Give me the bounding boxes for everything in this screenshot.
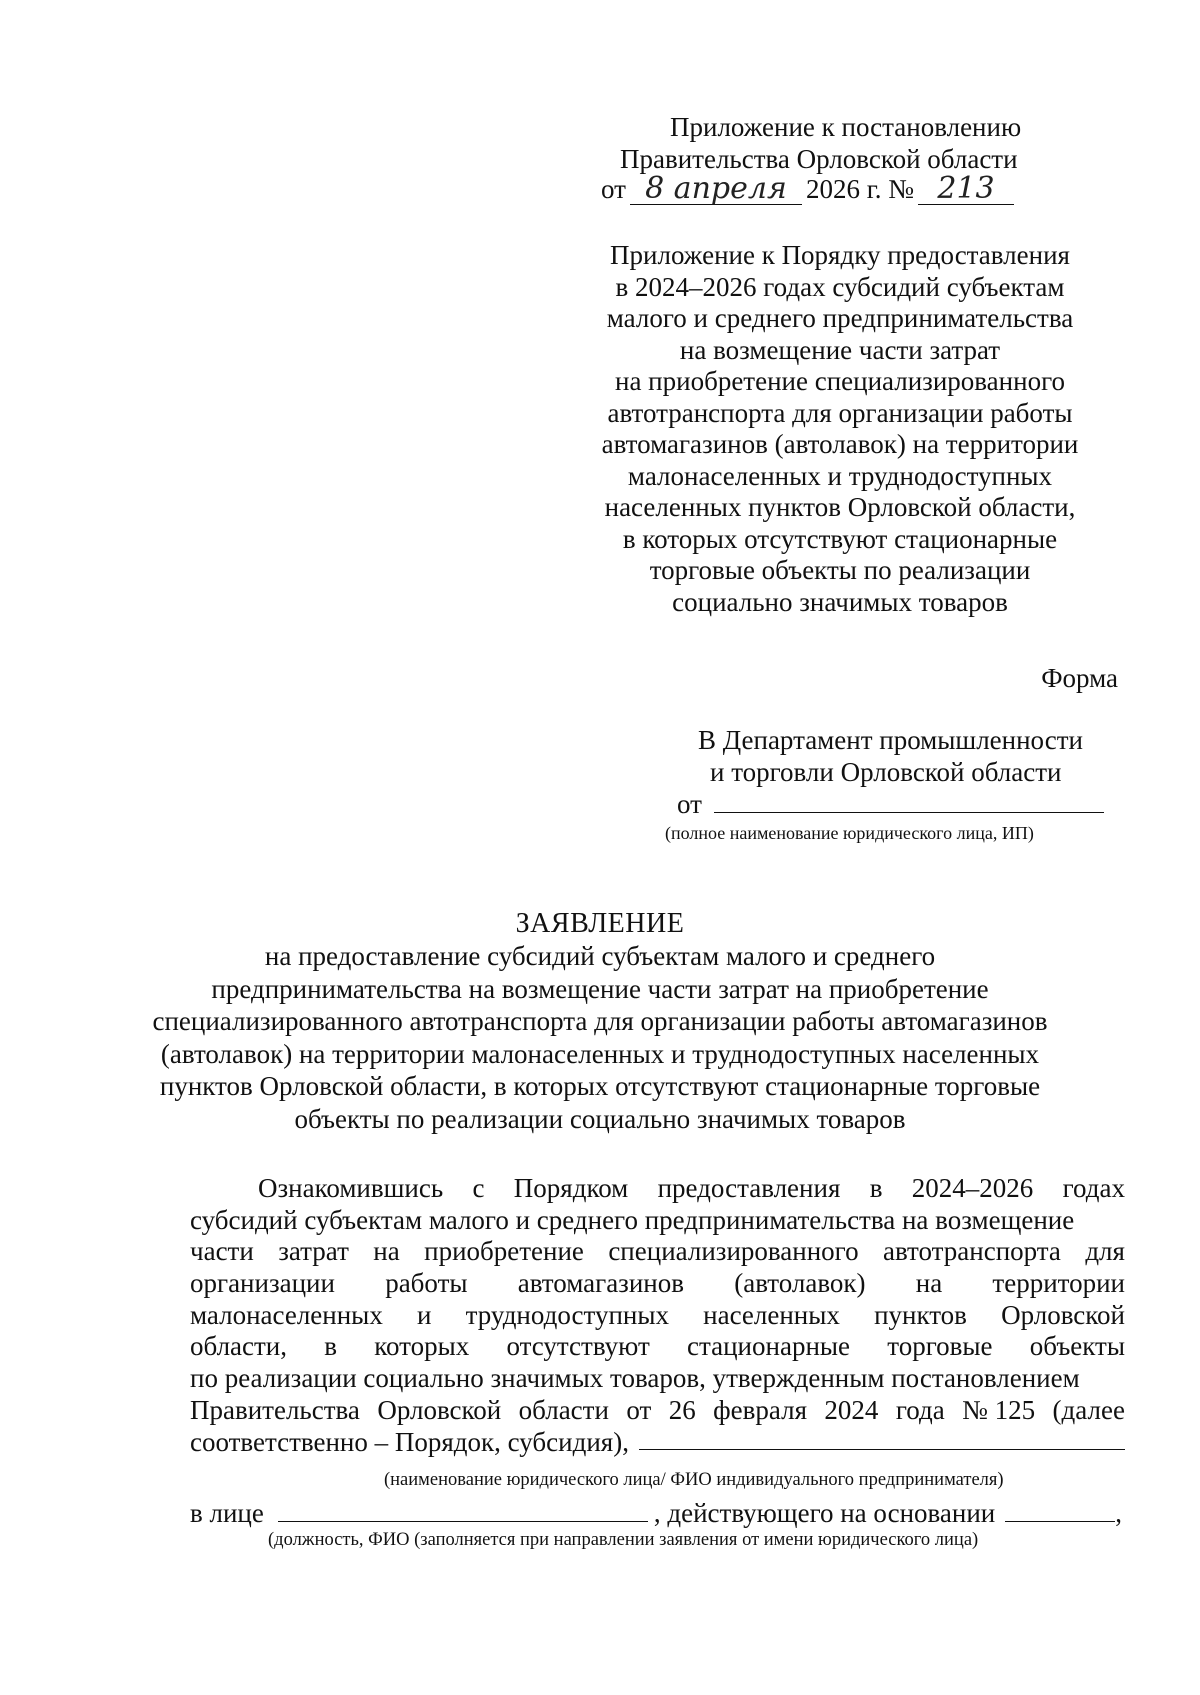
body-word: торговые bbox=[887, 1331, 993, 1362]
body-word: автотранспорта bbox=[883, 1236, 1061, 1267]
from-blank-line[interactable] bbox=[714, 790, 1104, 813]
body-word: области, bbox=[190, 1331, 288, 1362]
in-person-label: в лице bbox=[190, 1498, 264, 1528]
from-caption: (полное наименование юридического лица, ИП) bbox=[665, 823, 1034, 843]
body-word: в bbox=[324, 1331, 338, 1362]
body-word: (автолавок) bbox=[734, 1268, 866, 1299]
representative-blank-line[interactable] bbox=[278, 1499, 648, 1522]
body-word: по реализации социально значимых товаров, утвержденным постановлением bbox=[190, 1363, 1080, 1394]
body-paragraph bbox=[190, 1173, 1125, 1458]
body-word: части bbox=[190, 1236, 254, 1267]
title-line: пунктов Орловской области, в которых отсутствуют стационарные торговые bbox=[159, 1071, 1041, 1101]
title-subtitle bbox=[0, 940, 1200, 1135]
body-word: организации bbox=[190, 1268, 335, 1299]
resolution-date-line bbox=[601, 171, 1014, 206]
body-word: с bbox=[472, 1173, 485, 1203]
body-word: населенных bbox=[703, 1299, 840, 1330]
body-line bbox=[190, 1236, 1125, 1268]
body-line bbox=[190, 1395, 1125, 1427]
body-word: Правительства bbox=[190, 1394, 360, 1425]
header-line-2: Правительства Орловской области bbox=[620, 144, 1018, 174]
order-appendix-line: на возмещение части затрат bbox=[679, 334, 1001, 365]
body-line bbox=[190, 1268, 1125, 1300]
body-line bbox=[190, 1331, 1125, 1363]
body-word: специализированного bbox=[608, 1236, 859, 1267]
order-appendix-line: автомагазинов (автолавок) на территории bbox=[601, 429, 1079, 459]
body-last-row bbox=[190, 1427, 1125, 1459]
title-line: на предоставление субсидий субъектам малого и среднего bbox=[264, 941, 936, 971]
date-prefix: от bbox=[601, 174, 626, 204]
body-word: на bbox=[915, 1268, 943, 1299]
position-caption: (должность, ФИО (заполняется при направлении заявления от имени юридического лица) bbox=[268, 1530, 979, 1550]
body-word: (далее bbox=[1052, 1394, 1125, 1425]
body-word: Орловской bbox=[377, 1394, 502, 1425]
body-word: от bbox=[626, 1394, 652, 1425]
representative-line bbox=[190, 1498, 1125, 1529]
order-appendix-line: социально значимых товаров bbox=[672, 586, 1008, 617]
body-last-text: соответственно – Порядок, субсидия), bbox=[190, 1426, 629, 1457]
body-word: Орловской bbox=[1001, 1299, 1125, 1330]
body-line bbox=[190, 1300, 1125, 1332]
from-field bbox=[677, 789, 1104, 820]
from-label: от bbox=[677, 789, 702, 819]
order-appendix-line: малонаселенных и труднодоступных bbox=[627, 460, 1053, 491]
order-appendix-line: торговые объекты по реализации bbox=[649, 555, 1031, 585]
body-word: области bbox=[518, 1394, 609, 1425]
addressee-line-1: В Департамент промышленности bbox=[698, 725, 1083, 755]
body-word: которых bbox=[374, 1331, 470, 1362]
order-appendix-line: в 2024–2026 годах субсидий субъектам bbox=[615, 271, 1065, 302]
body-word: в bbox=[869, 1173, 883, 1203]
acting-label: , действующего на основании bbox=[653, 1498, 996, 1528]
addressee-line-2: и торговли Орловской области bbox=[710, 757, 1062, 787]
order-appendix-line: в которых отсутствуют стационарные bbox=[622, 523, 1058, 554]
body-line bbox=[190, 1363, 1125, 1395]
body-word: Ознакомившись bbox=[258, 1173, 444, 1203]
order-appendix-line: автотранспорта для организации работы bbox=[607, 397, 1073, 428]
applicant-blank-line[interactable] bbox=[639, 1427, 1125, 1450]
order-appendix-line: малого и среднего предпринимательства bbox=[606, 303, 1074, 333]
body-word: для bbox=[1085, 1236, 1125, 1267]
header-line-1: Приложение к постановлению bbox=[670, 112, 1022, 142]
body-word: автомагазинов bbox=[517, 1268, 684, 1299]
title-line: специализированного автотранспорта для организации работы автомагазинов bbox=[152, 1006, 1048, 1036]
trailing-comma: , bbox=[1115, 1498, 1122, 1528]
body-word: труднодоступных bbox=[465, 1299, 669, 1330]
title-heading: ЗАЯВЛЕНИЕ bbox=[515, 908, 685, 939]
body-word: 2024 bbox=[824, 1394, 879, 1425]
order-appendix-line: Приложение к Порядку предоставления bbox=[610, 240, 1070, 270]
title-line: объекты по реализации социально значимых товаров bbox=[294, 1103, 906, 1134]
year-label: 2026 г. № bbox=[805, 174, 914, 204]
body-word: отсутствуют bbox=[506, 1331, 650, 1362]
title-line: (автолавок) на территории малонаселенных и труднодоступных населенных bbox=[160, 1038, 1040, 1069]
body-word: 2024–2026 bbox=[911, 1173, 1034, 1203]
body-word: годах bbox=[1062, 1173, 1125, 1203]
body-word: предоставления bbox=[657, 1173, 841, 1203]
order-appendix-line: на приобретение специализированного bbox=[615, 366, 1065, 396]
body-word: стационарные bbox=[687, 1331, 851, 1362]
body-word: Порядком bbox=[513, 1173, 629, 1203]
body-word: и bbox=[417, 1299, 432, 1330]
order-appendix-block bbox=[560, 240, 1120, 618]
body-word: февраля bbox=[713, 1394, 807, 1425]
body-line bbox=[190, 1173, 1125, 1205]
body-word: объекты bbox=[1029, 1331, 1125, 1362]
title-line: предпринимательства на возмещение части затрат на приобретение bbox=[211, 973, 989, 1004]
body-word: малонаселенных bbox=[190, 1299, 383, 1330]
body-word: на bbox=[373, 1236, 400, 1267]
body-word: субсидий субъектам малого и среднего предпринимательства на возмещение bbox=[190, 1204, 1075, 1235]
body-word: затрат bbox=[278, 1236, 349, 1267]
applicant-caption: (наименование юридического лица/ ФИО индивидуального предпринимателя) bbox=[384, 1470, 1004, 1490]
body-word: работы bbox=[385, 1268, 468, 1299]
application-title bbox=[0, 908, 1200, 1135]
body-word: приобретение bbox=[424, 1236, 584, 1267]
order-appendix-line: населенных пунктов Орловской области, bbox=[604, 492, 1076, 522]
body-word: территории bbox=[992, 1268, 1125, 1299]
body-word: пунктов bbox=[874, 1299, 967, 1330]
basis-blank-line[interactable] bbox=[1005, 1499, 1115, 1522]
body-word: года bbox=[895, 1394, 945, 1425]
body-word: № 125 bbox=[962, 1394, 1036, 1425]
body-line bbox=[190, 1205, 1125, 1237]
body-word: 26 bbox=[668, 1394, 696, 1425]
form-label: Форма bbox=[1041, 663, 1118, 693]
handwritten-date: 8 апреля bbox=[630, 174, 802, 205]
handwritten-number: 213 bbox=[918, 174, 1014, 205]
